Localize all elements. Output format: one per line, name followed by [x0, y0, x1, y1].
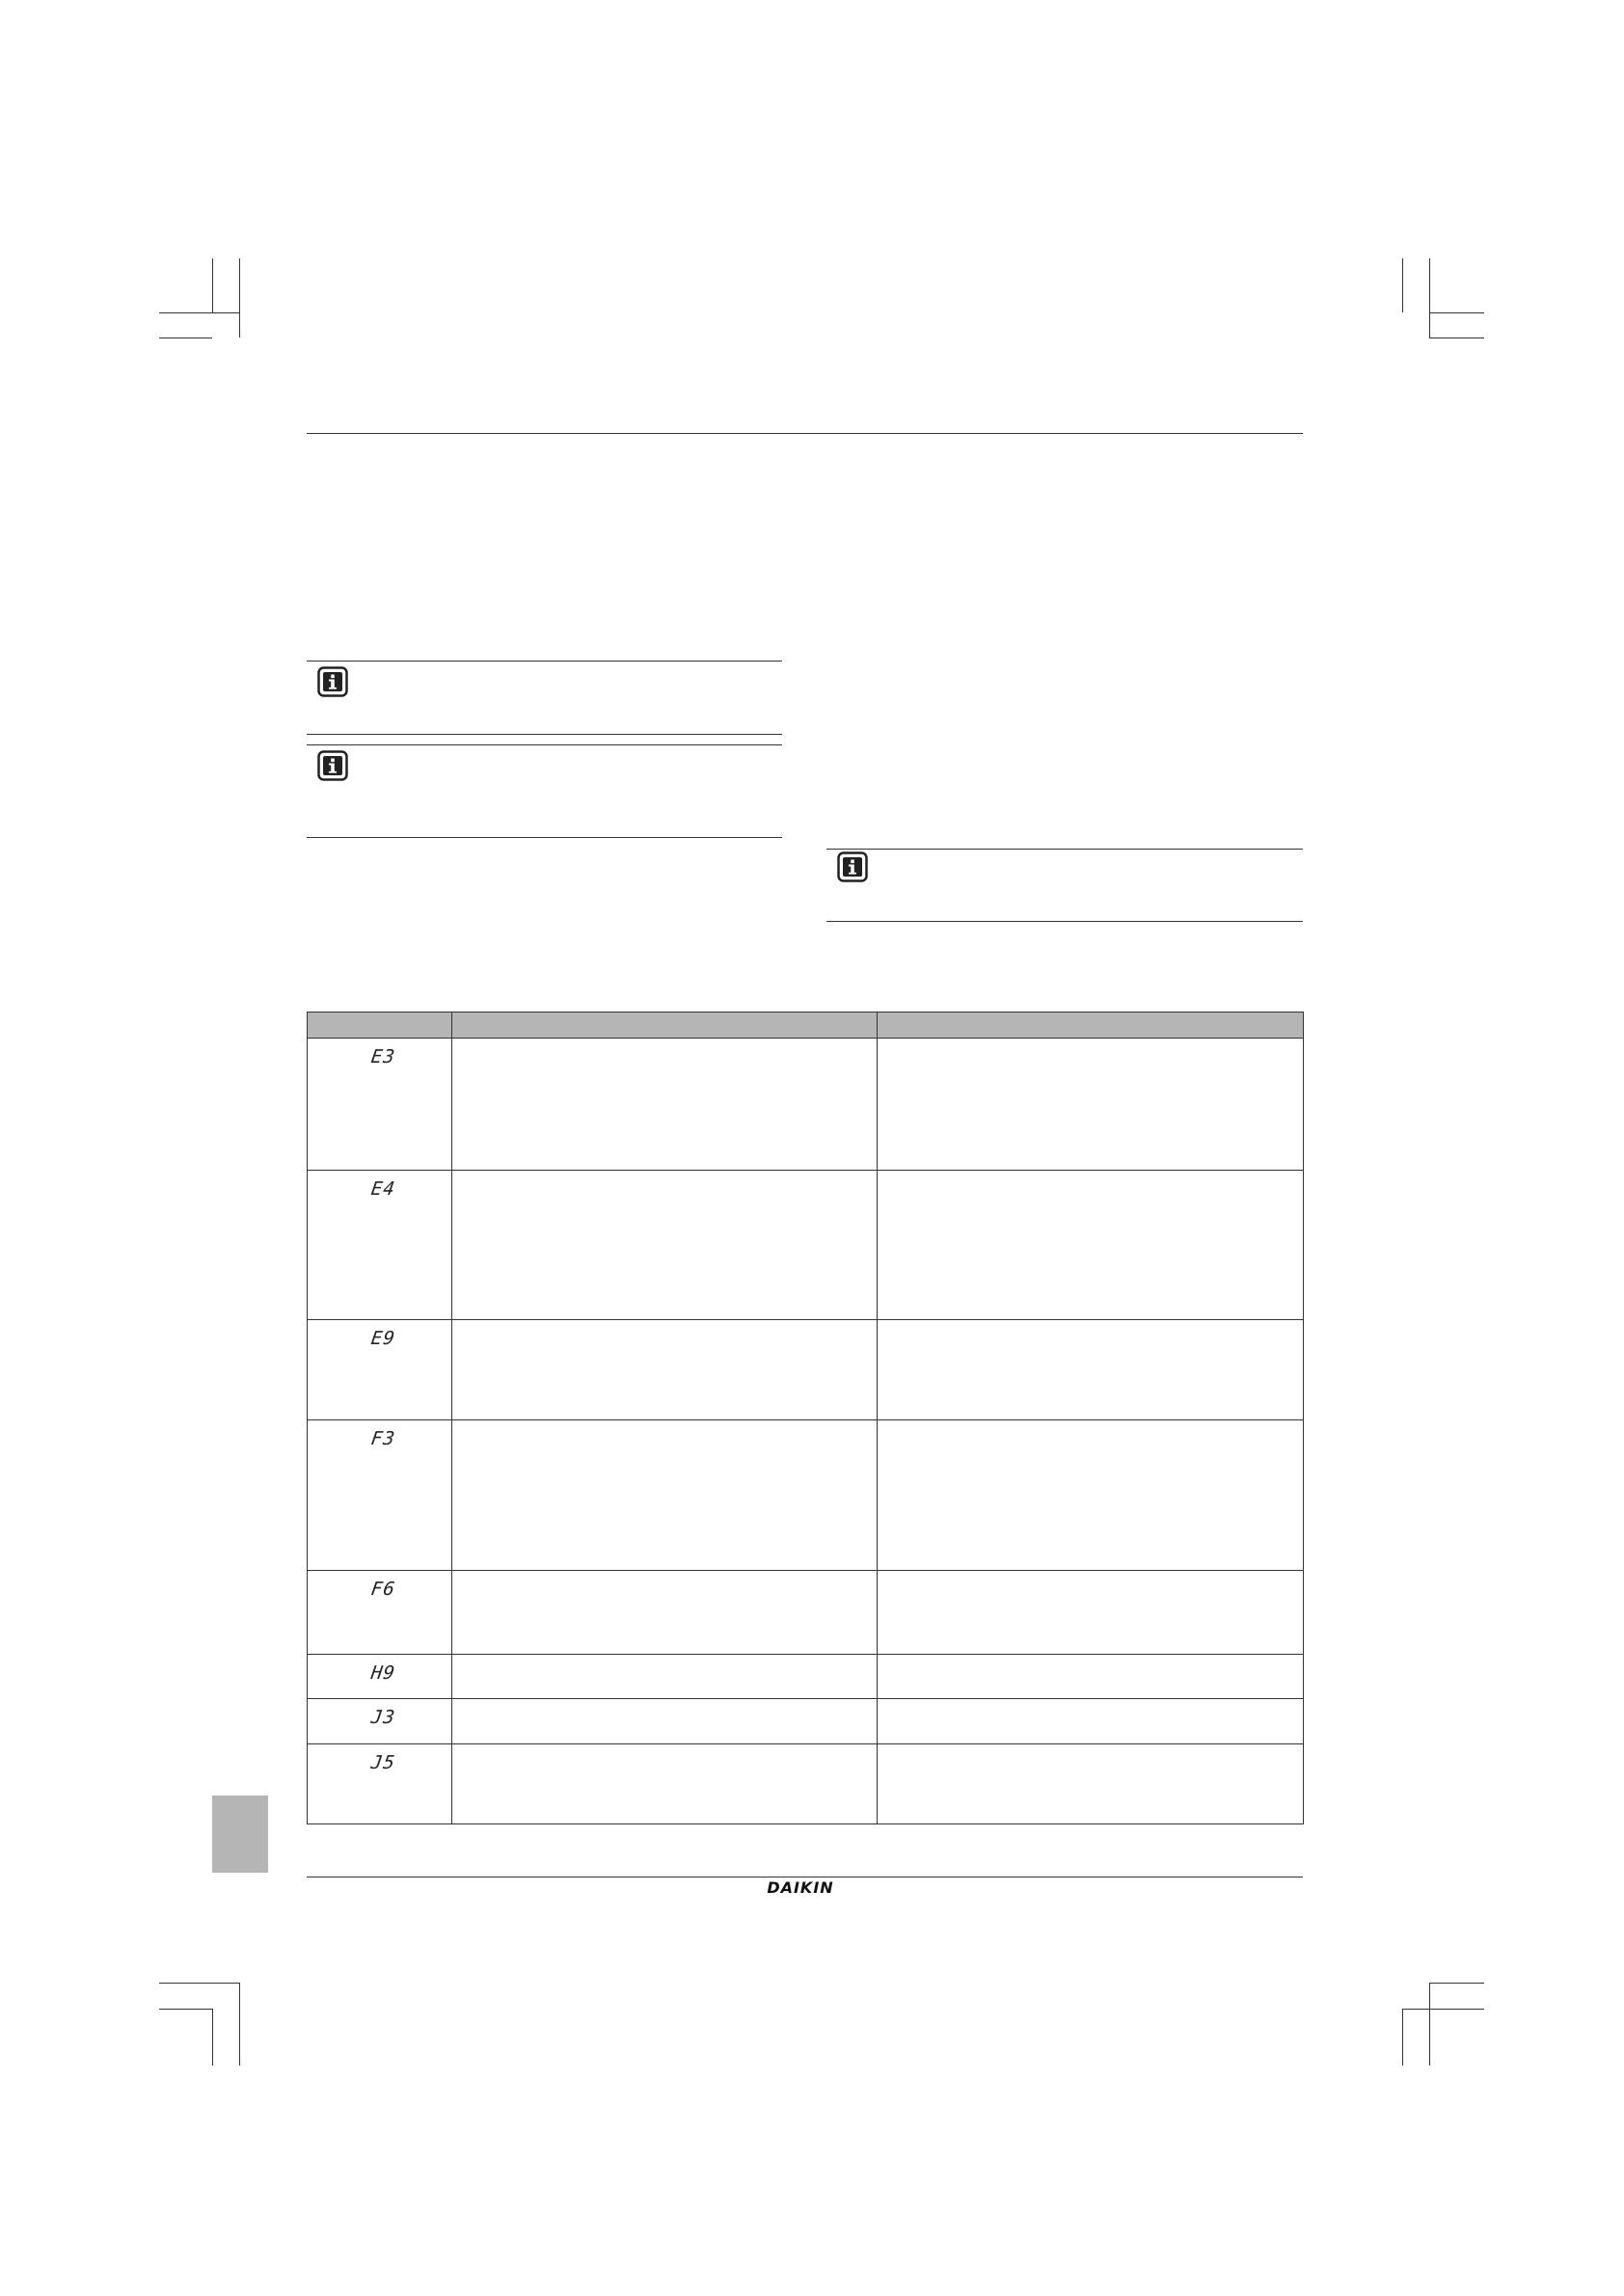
error-code: H9: [369, 1662, 397, 1684]
info-box-top-rule: [307, 661, 782, 662]
table-header-cell: [452, 1013, 878, 1039]
crop-mark: [1429, 1983, 1484, 1984]
solution-cell: [878, 1420, 1304, 1571]
crop-mark: [212, 2009, 213, 2066]
code-cell: [308, 1571, 452, 1655]
info-box-bottom-rule: [826, 921, 1303, 922]
error-code: F6: [369, 1579, 397, 1600]
table-row: [308, 1571, 1304, 1655]
code-cell: [308, 1171, 452, 1320]
cause-cell: [452, 1420, 878, 1571]
code-cell: [308, 1744, 452, 1824]
code-cell: [308, 1699, 452, 1744]
crop-mark: [159, 312, 239, 313]
cause-cell: [452, 1655, 878, 1699]
table-header-cell: [308, 1013, 452, 1039]
table-row: [308, 1171, 1304, 1320]
solution-cell: [878, 1744, 1304, 1824]
info-icon: [317, 750, 348, 781]
crop-mark: [1429, 258, 1430, 338]
error-code: J5: [369, 1752, 397, 1773]
table-row: [308, 1744, 1304, 1824]
brand-logo: DAIKIN: [767, 1878, 834, 1897]
cause-cell: [452, 1039, 878, 1171]
error-code: E9: [369, 1328, 397, 1349]
table-row: [308, 1320, 1304, 1420]
info-box-bottom-rule: [307, 837, 782, 838]
header-rule: [307, 433, 1303, 434]
crop-mark: [159, 1983, 239, 1984]
solution-cell: [878, 1171, 1304, 1320]
crop-mark: [212, 258, 213, 312]
solution-cell: [878, 1655, 1304, 1699]
crop-mark: [1402, 2009, 1484, 2010]
table-row: [308, 1039, 1304, 1171]
crop-mark: [1402, 2009, 1403, 2066]
side-tab: [212, 1796, 268, 1873]
error-code: J3: [369, 1707, 397, 1728]
error-code: E3: [369, 1046, 397, 1067]
info-icon: [317, 666, 348, 697]
cause-cell: [452, 1699, 878, 1744]
info-box-top-rule: [826, 849, 1303, 850]
crop-mark: [159, 2009, 212, 2010]
cause-cell: [452, 1320, 878, 1420]
code-cell: [308, 1420, 452, 1571]
crop-mark: [1429, 1983, 1430, 2066]
solution-cell: [878, 1320, 1304, 1420]
info-box-bottom-rule: [307, 734, 782, 735]
info-box-top-rule: [307, 744, 782, 745]
code-cell: [308, 1655, 452, 1699]
info-icon: [837, 851, 868, 882]
error-code: F3: [369, 1428, 397, 1449]
solution-cell: [878, 1039, 1304, 1171]
solution-cell: [878, 1571, 1304, 1655]
cause-cell: [452, 1171, 878, 1320]
table-header-cell: [878, 1013, 1304, 1039]
error-code: E4: [369, 1178, 397, 1200]
table-row: [308, 1655, 1304, 1699]
crop-mark: [1402, 258, 1403, 312]
cause-cell: [452, 1571, 878, 1655]
error-code-table: [307, 1012, 1304, 1824]
code-cell: [308, 1320, 452, 1420]
crop-mark: [1429, 312, 1484, 313]
crop-mark: [239, 1983, 240, 2066]
cause-cell: [452, 1744, 878, 1824]
table-row: [308, 1420, 1304, 1571]
table-row: [308, 1699, 1304, 1744]
solution-cell: [878, 1699, 1304, 1744]
table-header-row: [308, 1013, 1304, 1039]
code-cell: [308, 1039, 452, 1171]
crop-mark: [239, 258, 240, 338]
